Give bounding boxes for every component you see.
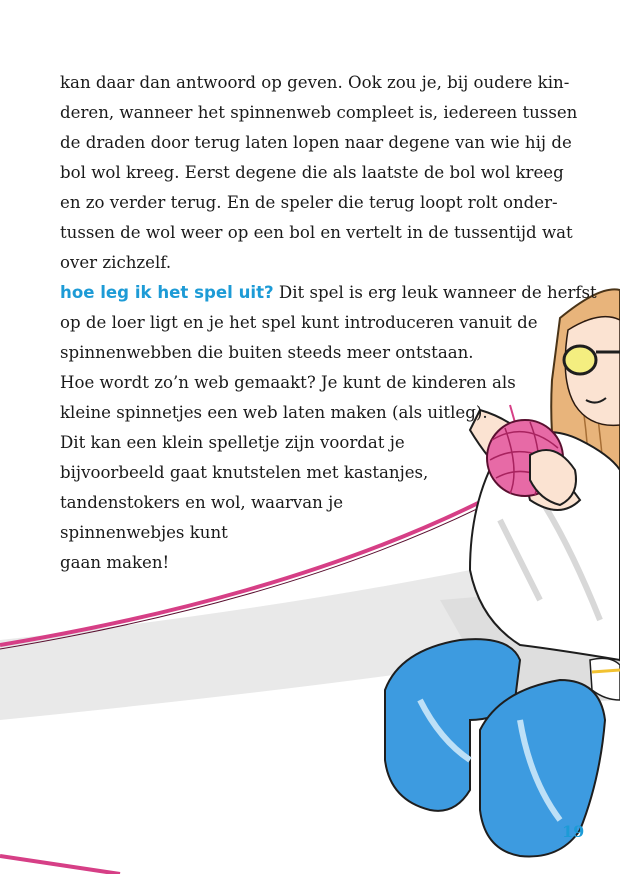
text-line: tandenstokers en wol, waarvan je — [60, 493, 344, 512]
text-line: en zo verder terug. En de speler die terug loopt rolt onder- — [60, 193, 558, 212]
text-line: spinnenwebjes kunt — [60, 523, 228, 542]
text-line: Hoe wordt zo’n web gemaakt? Je kunt de kinderen als — [60, 373, 516, 392]
text-line: tussen de wol weer op een bol en vertelt in de tussentijd wat — [60, 223, 573, 242]
section-first-line — [60, 278, 597, 308]
text-line: over zichzelf. — [60, 253, 172, 272]
yarn-strand-bottom — [0, 856, 120, 874]
text-line: bijvoorbeeld gaat knutstelen met kastanjes, — [60, 463, 429, 482]
section-heading: hoe leg ik het spel uit? — [60, 283, 274, 302]
girl-jeans-right — [480, 680, 605, 856]
text-line: kan daar dan antwoord op geven. Ook zou je, bij oudere kin- — [60, 73, 570, 92]
text-line: gaan maken! — [60, 553, 170, 572]
text-line: kleine spinnetjes een web laten maken (als uitleg). — [60, 403, 488, 422]
text-line: op de loer ligt en je het spel kunt introduceren vanuit de — [60, 313, 538, 332]
text-line: de draden door terug laten lopen naar degene van wie hij de — [60, 133, 572, 152]
text-line: deren, wanneer het spinnenweb compleet is, iedereen tussen — [60, 103, 578, 122]
text-line: spinnenwebben die buiten steeds meer ontstaan. — [60, 343, 474, 362]
text-line: bol wol kreeg. Eerst degene die als laatste de bol wol kreeg — [60, 163, 564, 182]
page-number: 19 — [562, 822, 585, 841]
text-line: Dit kan een klein spelletje zijn voordat je — [60, 433, 405, 452]
section-first-line-text: Dit spel is erg leuk wanneer de herfst — [273, 283, 597, 302]
body-text — [60, 68, 597, 578]
